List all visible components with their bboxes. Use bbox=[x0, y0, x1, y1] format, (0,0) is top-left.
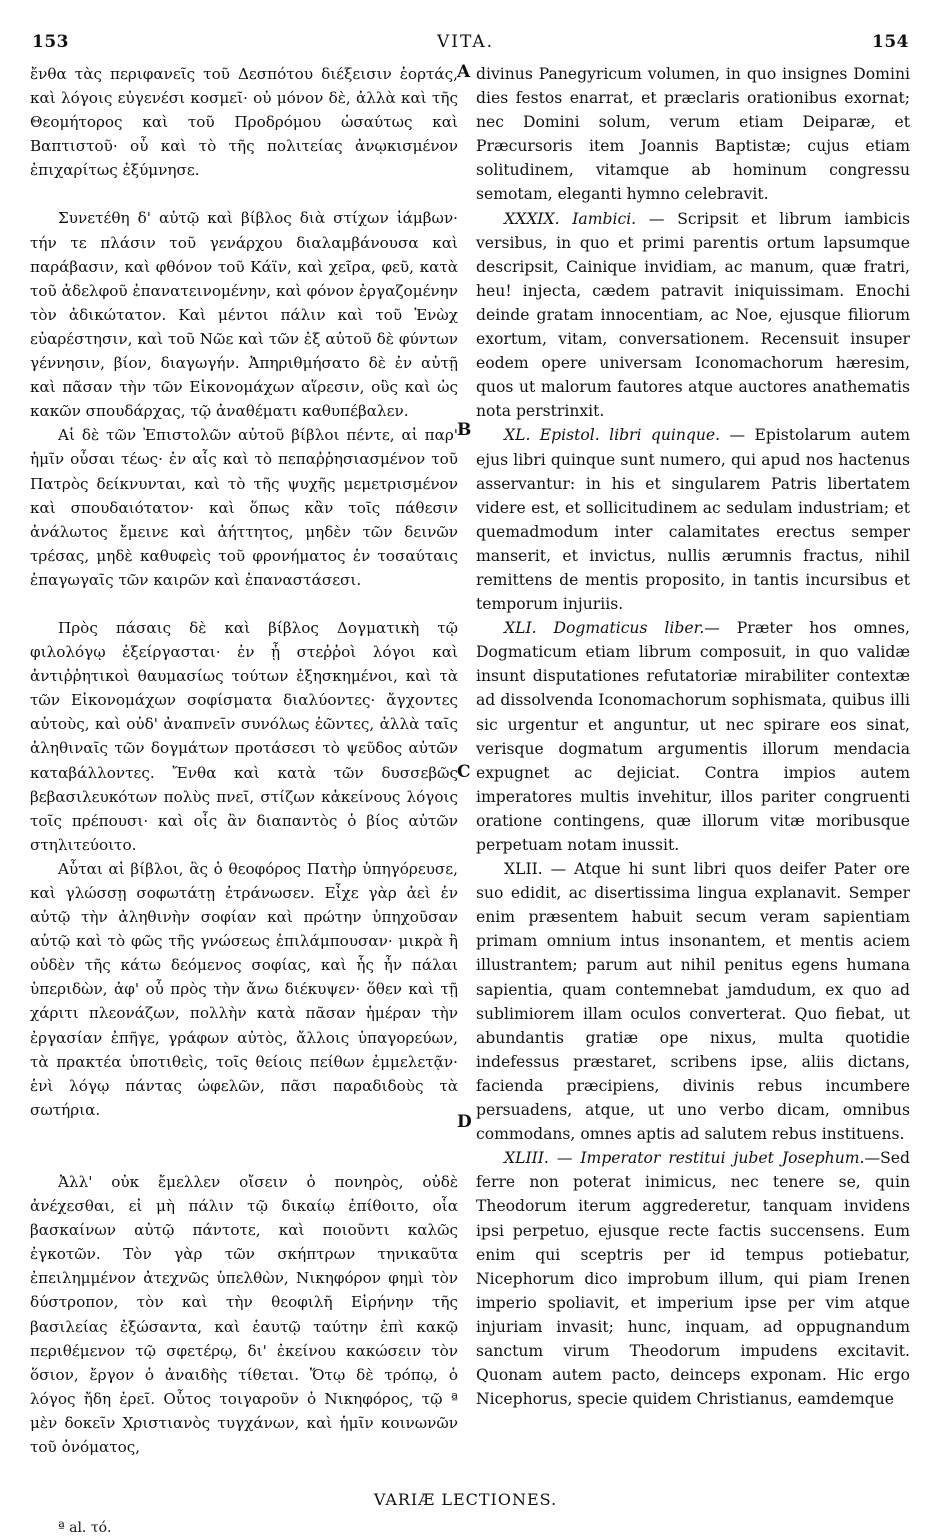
greek-paragraph: Ἀλλ' οὐκ ἔμελλεν οἴσειν ὁ πονηρὸς, οὐδὲ ἀνέχεσθαι, εἰ μὴ πάλιν τῷ δικαίῳ ἐπίθοιτο, οἷα βασκαίνων αὐτῷ πάντοτε, καὶ ποιοῦντι καλῶς ἐγκοτῶν. Τὸν γὰρ τῶν σκήπτρων τηνικαῦτα ἐπειλημμένον ἀτεχνῶς ὑπελθὼν, Νικηφόρον φημὶ τὸν δύστροπον, τὸν καὶ τὴν θεοφιλῆ Εἰρήνην τῆς βασιλείας ἐξώσαντα, καὶ ἑαυτῷ ταύτην ἐπὶ κακῷ περιθέμενον τῷ σφετέρῳ, δι' ἐκείνου κακώσειν τὸν ὅσιον, ἔργον ὁ ἀναιδὴς τίθεται. Ὅτῳ δὲ τρόπῳ, ὁ λόγος ἤδη ἐρεῖ. Οὗτος τοιγαροῦν ὁ Νικηφόρος, τῷ ª μὲν δοκεῖν Χριστιανὸς τυγχάνων, καὶ ἡμῖν κοινωνῶν τοῦ ὀνόματος, bbox=[30, 1172, 458, 1456]
running-title: VITA. bbox=[436, 32, 495, 52]
latin-paragraph bbox=[476, 857, 910, 1146]
left-page-number: 153 bbox=[32, 32, 69, 52]
right-page-number: 154 bbox=[872, 32, 909, 52]
variae-lectiones-heading: VARIÆ LECTIONES. bbox=[373, 1490, 558, 1509]
latin-column bbox=[476, 62, 910, 1411]
section-text: — Præter hos omnes, Dogmaticum etiam librum composuit, in quo validæ insunt disputationes refutatoriæ mirabiliter contextæ ad dissolvenda Iconomachorum sophismata, quibus illi sic urgentur et anguntur, ut nec spirare eos sinat, verisque dogmatum argumentis illorum mendacia expugnet ac dejiciat. Contra impios autem imperatores multis invehitur, illos pariter congruenti oratione contingens, quæ illorum vitæ moribusque perpetuam notam inussit. bbox=[476, 619, 911, 854]
section-heading: XL. Epistol. libri quinque. bbox=[504, 426, 721, 445]
greek-paragraph: ἔνθα τὰς περιφανεῖς τοῦ Δεσπότου διέξεισιν ἑορτάς, καὶ λόγοις εὐγενέσι κοσμεῖ· οὐ μόνον δὲ, ἀλλὰ καὶ τῆς Θεομήτορος καὶ τοῦ Προδρόμου ὡσαύτως καὶ Βαπτιστοῦ· οὗ καὶ τὸ τῆς πολιτείας ἀνῳκισμένον ἐπιχαρίτως ἐξύμνησε. bbox=[30, 65, 458, 180]
margin-marker-c: C bbox=[457, 762, 471, 782]
greek-paragraph: Αἱ δὲ τῶν Ἐπιστολῶν αὐτοῦ βίβλοι πέντε, αἱ παρ' ἡμῖν οὖσαι τέως· ἐν αἷς καὶ τὸ πεπαῤῥησιασμένον τοῦ Πατρὸς δείκνυνται, καὶ τὸ τῆς ψυχῆς μεμετρισμένον καὶ σπουδαιότατον· καὶ ὅπως κἂν τοῖς πάθεσιν ἀνάλωτος ἔμεινε καὶ ἀήττητος, μηδὲν τῶν δεινῶν τρέσας, μηδὲ καθυφεὶς τοῦ φρονήματος ἐν τοσαύταις ἐπαγωγαῖς τῶν καιρῶν καὶ ἐπαναστάσεσι. bbox=[30, 426, 458, 589]
section-text: — Scripsit et librum iambicis versibus, in quo et primi parentis ortum lapsumque descripsit, Cainique invidiam, ac manum, quæ fratri, heu! injecta, cædem patravit iniquissimam. Enochi deinde gratam innocentiam, ac Noe, ejusque filiorum exortum, vitam, conversationem. Recensuit insuper eodem opere universam Iconomachorum hæresim, quos ut malorum fautores atque auctores anathematis nota perstrinxit. bbox=[476, 209, 910, 421]
latin-paragraph bbox=[476, 616, 910, 857]
section-text: —Sed ferre non poterat inimicus, nec tenere se, quin Theodorum iterum aggrederetur, tanquam invidens ipsi perpetuo, ejusque recte factis succensens. Eum enim qui sceptris per id tempus potiebatur, Nicephorum dico improbum illum, qui piam Irenen imperio spoliavit, et imperium ipse per vim atque injuriam invasit; hunc, inquam, ad oppugnandum sanctum virum Theodorum impudens excitavit. Quonam autem pacto, deinceps exponam. Hic ergo Nicephorus, specie quidem Christianus, eamdemque bbox=[476, 1149, 910, 1409]
section-text: — Epistolarum autem ejus libri quinque sunt numero, qui apud nos hactenus asservantur: in his et singularem Patris libertatem videre est, et sollicitudinem ac sedulam industriam; et quemadmodum inter calamitates erectus semper manserit, et invictus, nullis ærumnis fractus, nihil remittens de mentis proposito, in tantis incursibus et temporum injuriis. bbox=[476, 426, 910, 614]
greek-column bbox=[30, 62, 458, 1459]
latin-paragraph: divinus Panegyricum volumen, in quo insignes Domini dies festos enarrat, et præclaris orationibus exornat; nec Domini solum, verum etiam Deiparæ, et Præcursoris item Joannis Baptistæ; cujus etiam solitudinem, vitamque ab hominum congressu semotam, eleganti hymno celebravit. bbox=[476, 65, 910, 204]
latin-paragraph bbox=[476, 207, 910, 424]
section-heading: XLIII. — Imperator restitui jubet Josephum. bbox=[504, 1149, 865, 1168]
greek-paragraph: Πρὸς πάσαις δὲ καὶ βίβλος Δογματικὴ τῷ φιλολόγῳ ἐξείργασται· ἐν ᾗ στεῤῥοὶ λόγοι καὶ ἀντιῤῥητικοὶ θαυμασίως τούτων ἐξησκημένοι, καὶ τὰ τῶν Εἰκονομάχων σοφίσματα διαλύοντες· ἄγχοντες αὐτοὺς, καὶ οὐδ' ἀναπνεῖν συνόλως ἐῶντες, ἀλλὰ ταῖς ἀληθιναῖς τῶν δογμάτων προτάσεσι τὸ ψεῦδος αὐτῶν καταβάλλοντες. Ἔνθα καὶ κατὰ τῶν δυσσεβῶς βεβασιλευκότων πολὺς πνεῖ, στίζων κἀκείνους λόγοις τοῖς πρέπουσι· καὶ οἷς ἂν διαπαντὸς ὁ βίος αὐτῶν στηλιτεύοιτο. bbox=[30, 618, 458, 854]
margin-marker-a: A bbox=[457, 62, 471, 82]
greek-paragraph: Συνετέθη δ' αὐτῷ καὶ βίβλος διὰ στίχων ἰάμβων· τήν τε πλάσιν τοῦ γενάρχου διαλαμβάνουσα καὶ παράβασιν, καὶ φθόνον τοῦ Κάϊν, καὶ χεῖρα, φεῦ, κατὰ τοῦ ἀδελφοῦ ἐπανατεινομένην, καὶ φόνον ἐργαζομένην τὸν ἀδικώτατον. Καὶ μέντοι πάλιν καὶ τοῦ Ἐνὼχ εὐαρέστησιν, καὶ τοῦ Νῶε καὶ τῶν ἐξ αὐτοῦ δὲ φύντων γέννησιν, βίον, διαγωγήν. Ἀπηριθμήσατο δὲ ἐν αὐτῇ καὶ πᾶσαν τὴν τῶν Εἰκονομάχων αἵρεσιν, οὓς καὶ ὡς κακῶν σπουδάρχας, τῷ ἀναθέματι καθυπέβαλεν. bbox=[30, 209, 458, 421]
section-heading: XLII. bbox=[504, 860, 543, 879]
section-heading: XXXIX. Iambici. bbox=[504, 209, 637, 228]
latin-paragraph bbox=[476, 423, 910, 616]
footnote: ª al. τό. bbox=[58, 1520, 112, 1536]
section-text: — Atque hi sunt libri quos deifer Pater ore suo edidit, ac disertissima lingua explanavit. Semper enim præsentem habuit secum veram sapientiam primam omnium intus insonantem, et mentis aciem illustrantem; parum aut nihil penitus egens humana sapientia, quam contemnebat jamdudum, ex quo ad sublimiorem illam oculos converterat. Quo fiebat, ut abundantis gratiæ ope nixus, multa quotidie indefessus præstaret, scribens ipse, aliis dictans, facienda præcipiens, divinis rebus incumbere persuadens, atque, ut uno verbo dicam, omnibus commodans, omnes aptis ad salutem rebus instituens. bbox=[476, 860, 910, 1144]
section-heading: XLI. Dogmaticus liber. bbox=[504, 619, 705, 638]
margin-marker-b: B bbox=[457, 420, 472, 440]
greek-paragraph: Αὗται αἱ βίβλοι, ἃς ὁ θεοφόρος Πατὴρ ὑπηγόρευσε, καὶ γλώσσῃ σοφωτάτῃ ἐτράνωσεν. Εἶχε γὰρ ἀεὶ ἐν αὐτῷ τὴν ἀληθινὴν σοφίαν καὶ πρώτην ὑπηχοῦσαν αὐτῷ καὶ τὸ φῶς τῆς γνώσεως ἐπιλάμπουσαν· μικρὰ ἢ οὐδὲν τῆς κάτω δεόμενος σοφίας, καὶ ἧς ἦν πάλαι ὑπεριδὼν, ἀφ' οὗ πρὸς τὴν ἄνω διέκυψεν· ὅθεν καὶ τῇ χάριτι πλεονάζων, πολλὴν κατὰ πᾶσαν ἡμέραν τὴν ἐργασίαν ἐπῆγε, γράφων αὐτὸς, ἄλλοις ὑπαγορεύων, τὰ πρακτέα ὑποτιθεὶς, τοῖς θείοις πείθων ἐμμελετᾷν· ἑνὶ λόγῳ πάντας ὠφελῶν, πᾶσι παραδιδοὺς τὰ σωτήρια. bbox=[30, 859, 458, 1119]
latin-paragraph bbox=[476, 1146, 910, 1411]
margin-marker-d: D bbox=[457, 1112, 472, 1132]
